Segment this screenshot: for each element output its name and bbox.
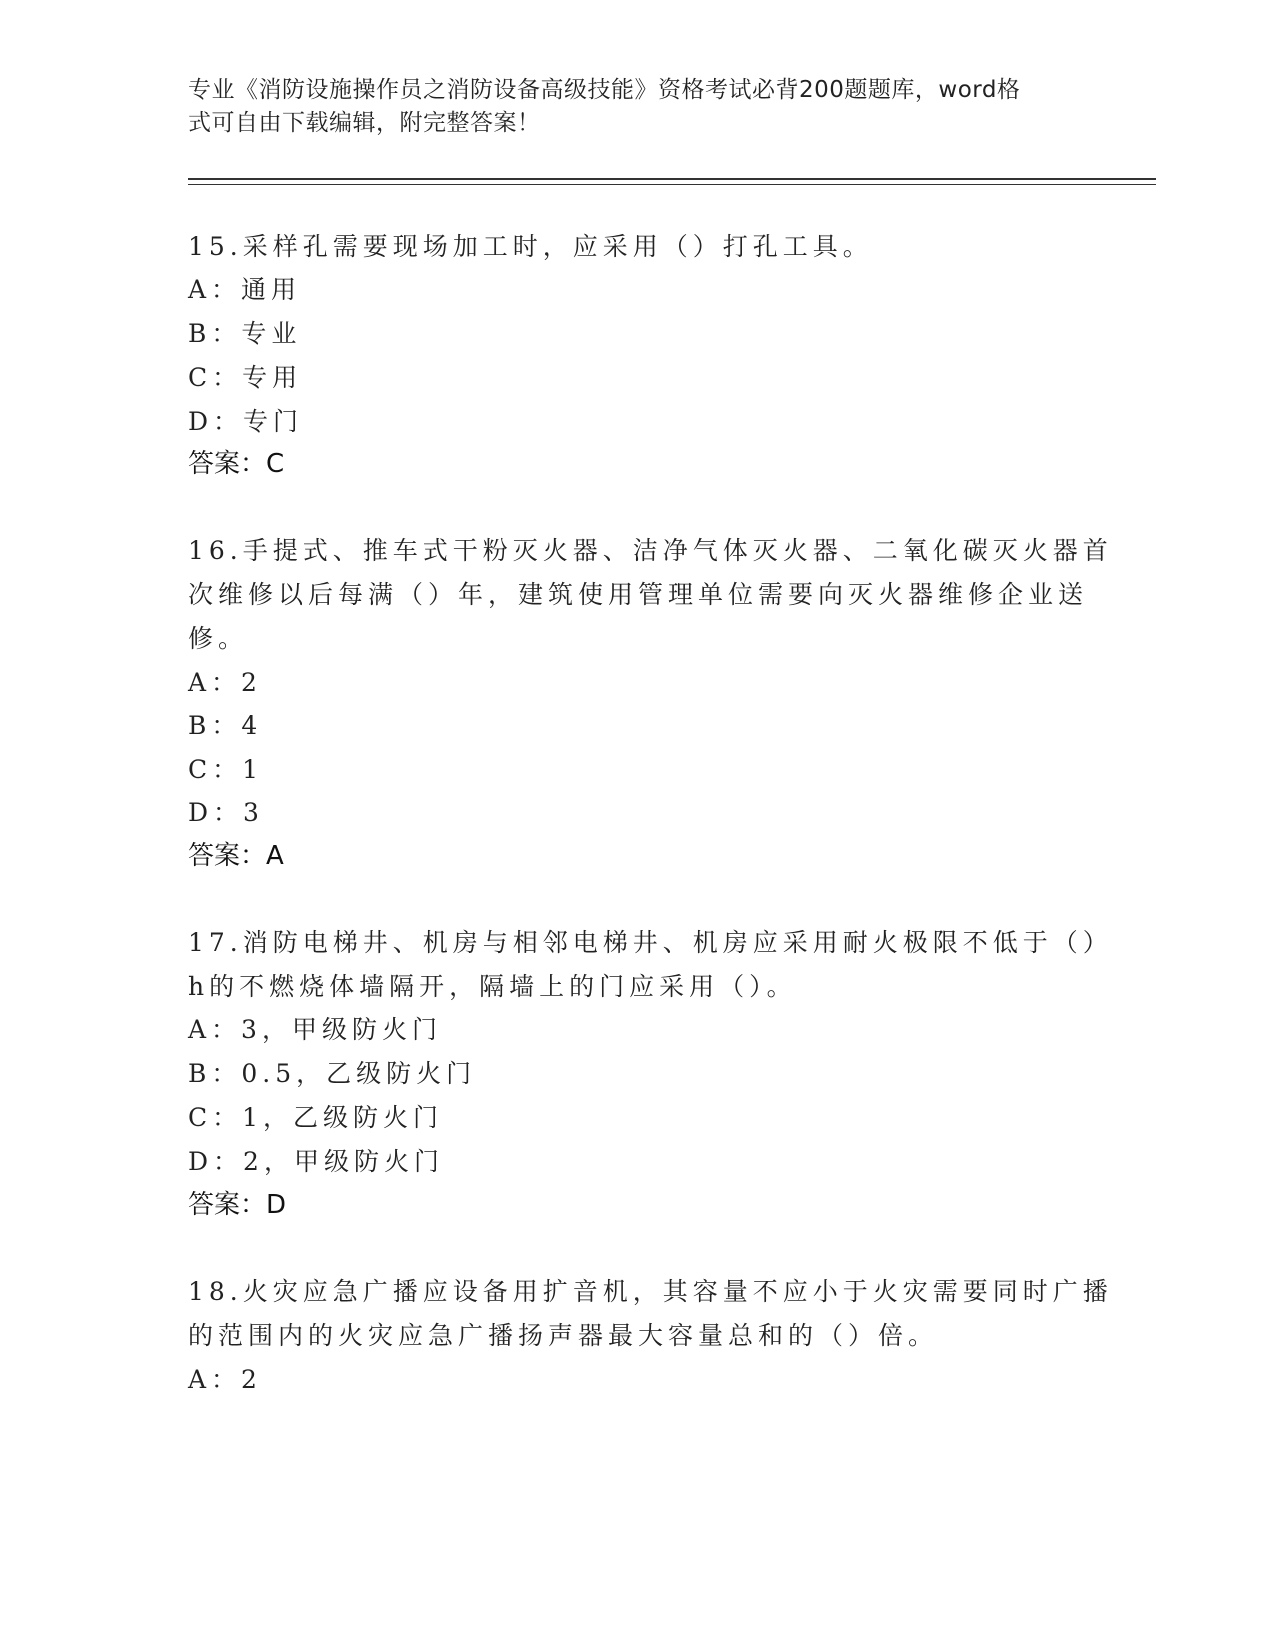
question-stem-line: 修。 <box>188 624 249 653</box>
question-stem-line: 次维修以后每满（）年，建筑使用管理单位需要向灭火器维修企业送 <box>188 580 1089 609</box>
option-a: A：2 <box>188 668 262 697</box>
answer-line: 答案：A <box>188 841 284 871</box>
answer-line: 答案：C <box>188 449 285 479</box>
header-line-2: 式可自由下载编辑，附完整答案！ <box>188 110 541 136</box>
option-a: A：3，甲级防火门 <box>188 1015 442 1044</box>
header-divider-thin <box>188 184 1156 185</box>
question-stem-line: 18.火灾应急广播应设备用扩音机，其容量不应小于火灾需要同时广播 <box>188 1277 1113 1306</box>
question-stem-line: 16.手提式、推车式干粉灭火器、洁净气体灭火器、二氧化碳灭火器首 <box>188 536 1113 565</box>
option-d: D：2，甲级防火门 <box>188 1147 444 1176</box>
question-stem-line: 15.采样孔需要现场加工时，应采用（）打孔工具。 <box>188 232 873 261</box>
option-d: D：3 <box>188 798 264 827</box>
header-divider-thick <box>188 178 1156 180</box>
option-a: A：2 <box>188 1365 262 1394</box>
option-b: B：4 <box>188 711 263 740</box>
option-c: C：1，乙级防火门 <box>188 1103 444 1132</box>
question-stem-line: h的不燃烧体墙隔开，隔墙上的门应采用（）。 <box>188 972 797 1001</box>
option-a: A：通用 <box>188 275 302 304</box>
header-line-1: 专业《消防设施操作员之消防设备高级技能》资格考试必背200题题库，word格 <box>188 77 1021 103</box>
option-b: B：专业 <box>188 319 302 348</box>
answer-line: 答案：D <box>188 1190 287 1220</box>
option-c: C：专用 <box>188 363 303 392</box>
option-b: B：0.5，乙级防火门 <box>188 1059 477 1088</box>
option-d: D：专门 <box>188 407 304 436</box>
question-stem-line: 17.消防电梯井、机房与相邻电梯井、机房应采用耐火极限不低于（） <box>188 928 1113 957</box>
question-stem-line: 的范围内的火灾应急广播扬声器最大容量总和的（）倍。 <box>188 1321 939 1350</box>
document-header <box>188 74 1068 140</box>
option-c: C：1 <box>188 755 264 784</box>
